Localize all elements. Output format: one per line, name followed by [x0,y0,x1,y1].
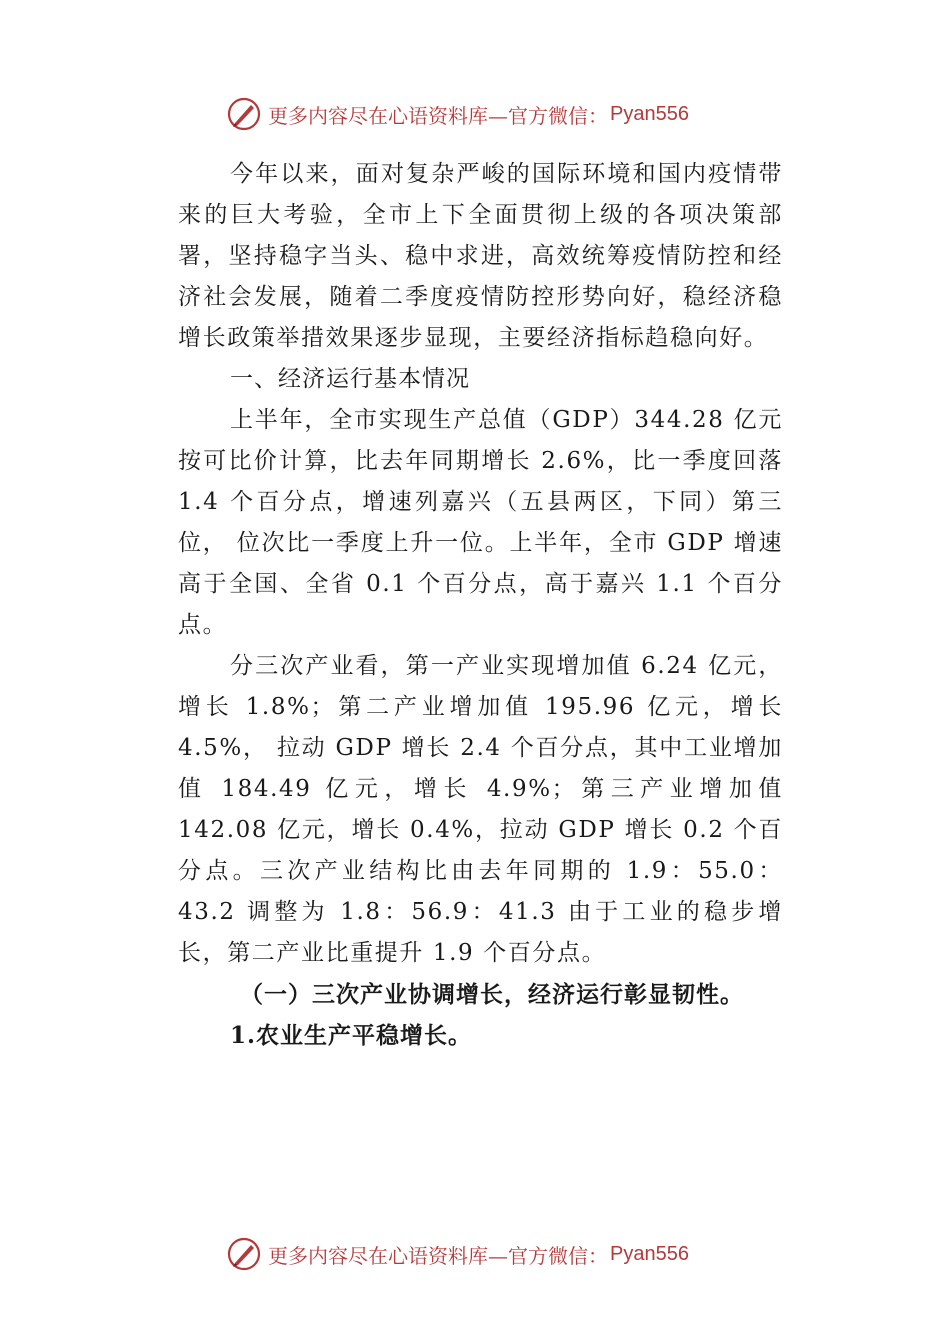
gdp-paragraph: 上半年，全市实现生产总值（GDP）344.28 亿元按可比价计算，比去年同期增长 2.6%，比一季度回落 1.4 个百分点，增速列嘉兴（五县两区，下同）第三位， 位次比一季度上升一位。上半年，全市 GDP 增速高于全国、全省 0.1 个百分点，高于嘉兴 1.1 个百分点。 [178,407,783,638]
item-heading: 1.农业生产平稳增长。 [230,1022,473,1049]
watermark-header [226,94,689,134]
intro-paragraph: 今年以来，面对复杂严峻的国际环境和国内疫情带来的巨大考验，全市上下全面贯彻上级的各项决策部署，坚持稳字当头、稳中求进，高效统筹疫情防控和经济社会发展，随着二季度疫情防控形势向好，稳经济稳增长政策举措效果逐步显现，主要经济指标趋稳向好。 [178,161,783,351]
watermark-account: Pyan556 [610,102,689,125]
document-body [178,154,783,1056]
watermark-text: 更多内容尽在心语资料库—官方微信： [268,103,608,128]
pen-logo-icon [226,1236,262,1272]
section-heading: 一、经济运行基本情况 [230,366,470,392]
pen-logo-icon [226,96,262,132]
industry-paragraph: 分三次产业看，第一产业实现增加值 6.24 亿元，增长 1.8%；第二产业增加值 195.96 亿元，增长 4.5%， 拉动 GDP 增长 2.4 个百分点，其中工业增加值 184.49 亿元，增长 4.9%；第三产业增加值 142.08 亿元，增长 0.4%，拉动 GDP 增长 0.2 个百分点。三次产业结构比由去年同期的 1.9：55.0：43.2 调整为 1.8：56.9：41.3 由于工业的稳步增长，第二产业比重提升 1.9 个百分点。 [178,653,783,966]
subsection-heading: （一）三次产业协调增长，经济运行彰显韧性。 [240,981,744,1008]
watermark-account: Pyan556 [610,1242,689,1265]
watermark-text: 更多内容尽在心语资料库—官方微信： [268,1243,608,1268]
watermark-footer [226,1234,689,1274]
